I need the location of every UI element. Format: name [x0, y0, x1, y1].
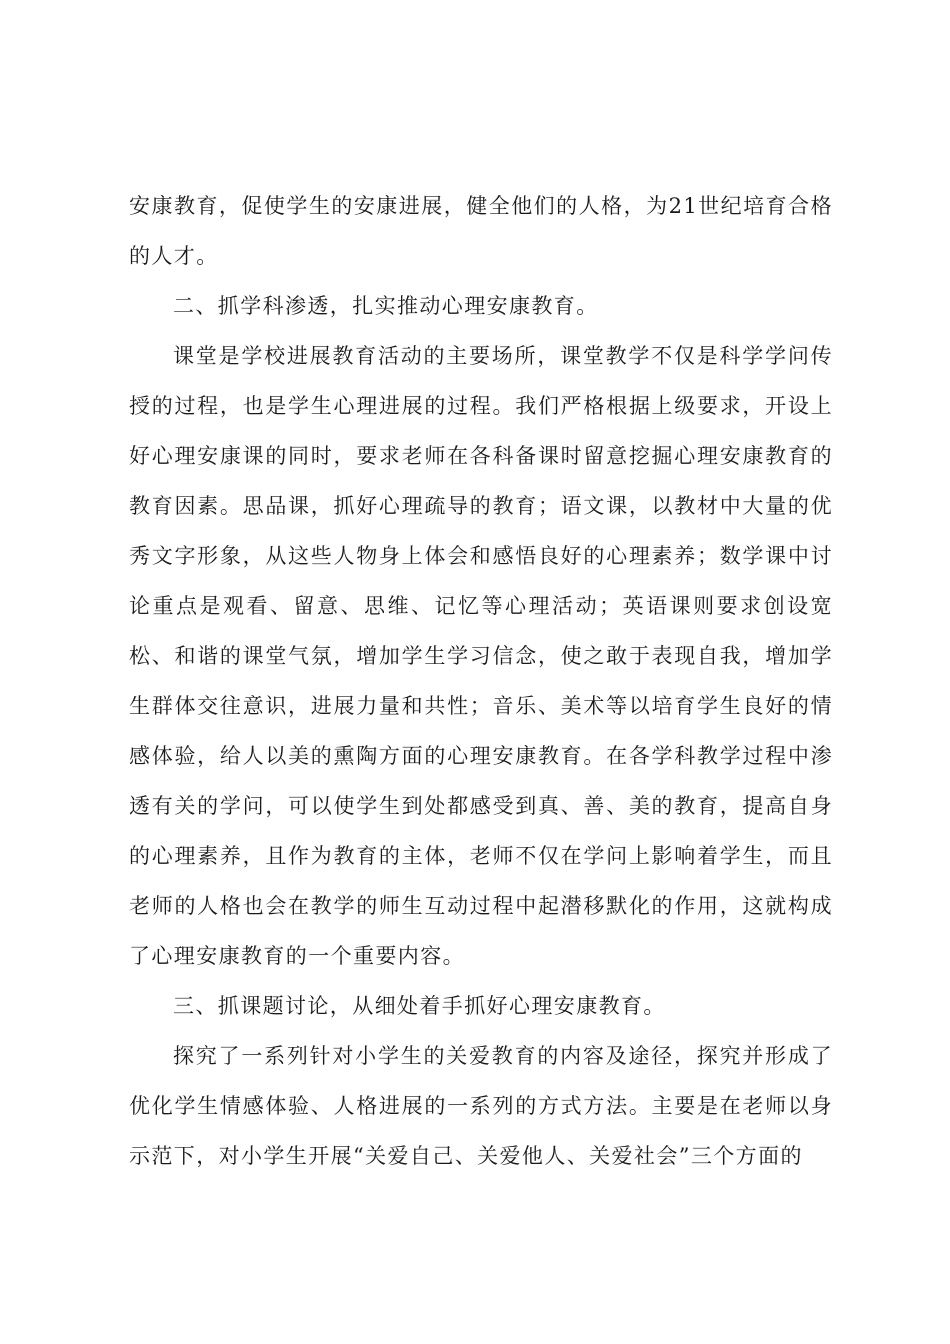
section-heading-3: 三、抓课题讨论，从细处着手抓好心理安康教育。	[173, 994, 666, 1018]
paragraph-research: 探究了一系列针对小学生的关爱教育的内容及途径，探究并形成了优化学生情感体验、人格进展的一系列的方式方法。主要是在老师以身示范下，对小学生开展“关爱自己、关爱他人、关爱社会”三个方面的	[129, 1044, 833, 1168]
paragraph-continuation: 安康教育，促使学生的安康进展，健全他们的人格，为21世纪培育合格的人才。	[129, 194, 833, 268]
section-heading-2: 二、抓学科渗透，扎实推动心理安康教育。	[173, 294, 599, 318]
paragraph-classroom: 课堂是学校进展教育活动的主要场所，课堂教学不仅是科学学问传授的过程，也是学生心理进展的过程。我们严格根据上级要求，开设上好心理安康课的同时，要求老师在各科备课时留意挖掘心理安康教育的教育因素。思品课，抓好心理疏导的教育；语文课，以教材中大量的优秀文字形象，从这些人物身上体会和感悟良好的心理素养；数学课中讨论重点是观看、留意、思维、记忆等心理活动；英语课则要求创设宽松、和谐的课堂气氛，增加学生学习信念，使之敢于表现自我，增加学生群体交往意识，进展力量和共性；音乐、美术等以培育学生良好的情感体验，给人以美的熏陶方面的心理安康教育。在各学科教学过程中渗透有关的学问，可以使学生到处都感受到真、善、美的教育，提高自身的心理素养，且作为教育的主体，老师不仅在学问上影响着学生，而且老师的人格也会在教学的师生互动过程中起潜移默化的作用，这就构成了心理安康教育的一个重要内容。	[129, 344, 833, 968]
paragraph-group-top	[129, 181, 833, 1181]
